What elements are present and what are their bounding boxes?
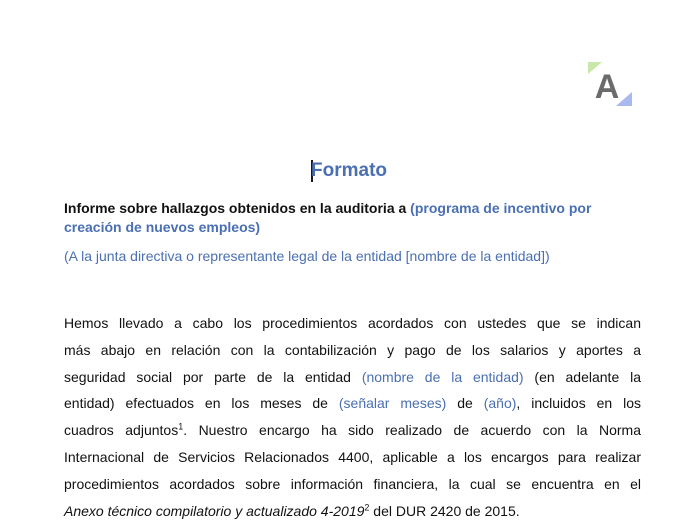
footnote-ref-1[interactable]: 1 [178, 421, 184, 432]
body-line: Anexo técnico compilatorio y actualizado 4-2019$^2$ del DUR 2420 de 2015. [64, 501, 520, 519]
footnote-ref-2[interactable]: 2 [364, 501, 370, 512]
body-line: Internacional de Servicios Relacionados 4400, aplicable a los encargos para realizar [64, 448, 641, 465]
document-title: Formato [311, 160, 387, 181]
heading-placeholder: (programa de incentivo por creación de nuevos empleos) [64, 200, 592, 235]
annex-reference: Anexo técnico compilatorio y actualizado 4-2019 [64, 502, 365, 519]
entity-name-placeholder: (nombre de la entidad) [361, 368, 524, 385]
addressee-placeholder: (A la junta directiva o representante legal de la entidad [nombre de la entidad]) [64, 248, 550, 264]
year-placeholder: (año) [483, 395, 517, 412]
heading-text: Informe sobre hallazgos obtenidos en la auditoria a [64, 200, 411, 216]
body-line: cuadros adjuntos$^1$. Nuestro encargo ha sido realizado de acuerdo con la Norma [64, 421, 641, 439]
report-heading [64, 199, 644, 237]
body-line: seguridad social por parte de la entidad (nombre de la entidad) (en adelante la [64, 368, 641, 385]
body-line: más abajo en relación con la contabilización y pago de los salarios y aportes a [64, 341, 641, 358]
months-placeholder: (señalar meses) [338, 395, 447, 412]
body-paragraph [64, 310, 641, 524]
body-line: entidad) efectuados en los meses de (señalar meses) de (año), incluidos en los [64, 395, 641, 412]
body-line: Hemos llevado a cabo los procedimientos acordados con ustedes que se indican [64, 315, 641, 331]
logo [586, 60, 634, 108]
logo-letter: A [594, 68, 620, 106]
body-line: procedimientos acordados sobre información financiera, la cual se encuentra en el [64, 475, 641, 492]
